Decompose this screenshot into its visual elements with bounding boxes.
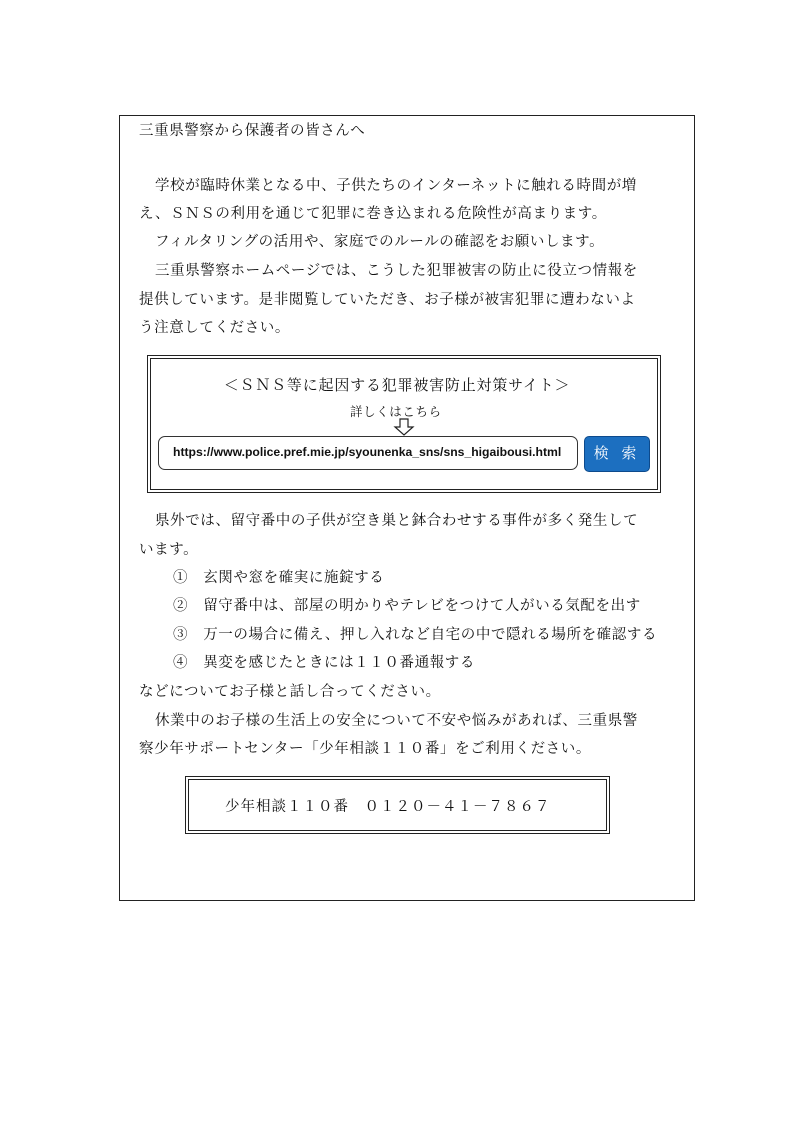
salutation: 三重県警察から保護者の皆さんへ bbox=[139, 123, 366, 139]
intro-line-6: う注意してください。 bbox=[139, 320, 290, 336]
list-item: ② 留守番中は、部屋の明かりやテレビをつけて人がいる気配を出す bbox=[173, 598, 641, 614]
list-item: ③ 万一の場合に備え、押し入れなど自宅の中で隠れる場所を確認する bbox=[173, 627, 658, 643]
burglary-line-1: 県外では、留守番中の子供が空き巣と鉢合わせする事件が多く発生して bbox=[155, 513, 639, 529]
burglary-line-2: います。 bbox=[139, 542, 199, 558]
details-label: 詳しくはこちら bbox=[350, 404, 442, 419]
down-arrow-icon bbox=[393, 418, 415, 436]
list-item: ④ 異変を感じたときには１１０番通報する bbox=[173, 655, 475, 671]
burglary-closing: などについてお子様と話し合ってください。 bbox=[139, 684, 441, 700]
support-line-2: 察少年サポートセンター「少年相談１１０番」をご利用ください。 bbox=[139, 741, 591, 757]
intro-line-1: 学校が臨時休業となる中、子供たちのインターネットに触れる時間が増 bbox=[155, 178, 637, 194]
intro-line-2: え、ＳＮＳの利用を通じて犯罪に巻き込まれる危険性が高まります。 bbox=[139, 206, 607, 222]
intro-line-3: フィルタリングの活用や、家庭でのルールの確認をお願いします。 bbox=[155, 234, 605, 250]
search-button[interactable]: 検 索 bbox=[584, 436, 650, 472]
list-item: ① 玄関や窓を確実に施錠する bbox=[173, 570, 385, 586]
site-title: ＜ＳＮＳ等に起因する犯罪被害防止対策サイト＞ bbox=[223, 376, 571, 394]
hotline-number: 少年相談１１０番 ０１２０－４１－７８６７ bbox=[225, 799, 551, 815]
support-line-1: 休業中のお子様の生活上の安全について不安や悩みがあれば、三重県警 bbox=[155, 713, 638, 729]
intro-line-4: 三重県警察ホームページでは、こうした犯罪被害の防止に役立つ情報を bbox=[155, 263, 638, 279]
intro-line-5: 提供しています。是非閲覧していただき、お子様が被害犯罪に遭わないよ bbox=[139, 292, 636, 308]
url-field[interactable]: https://www.police.pref.mie.jp/syounenka_sns/sns_higaibousi.html bbox=[158, 436, 578, 470]
